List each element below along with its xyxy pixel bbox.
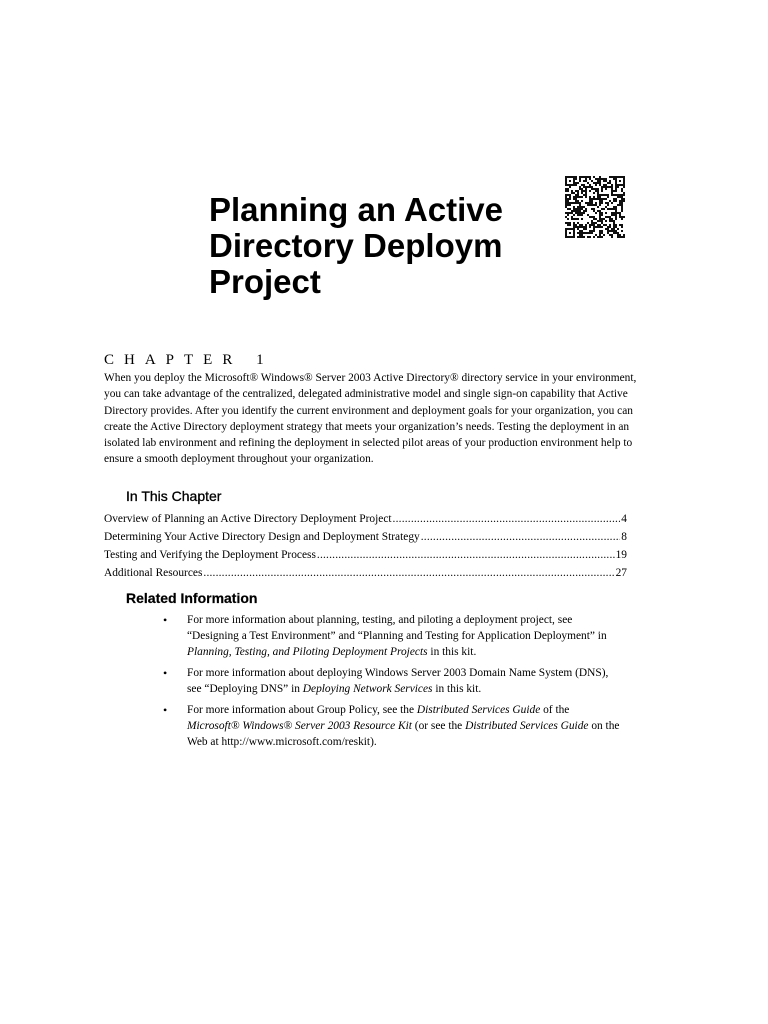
toc-entry-page: 27 bbox=[615, 567, 627, 579]
bullet-icon: • bbox=[163, 666, 168, 680]
toc-entry[interactable] bbox=[104, 564, 627, 582]
toc-entry-title: Testing and Verifying the Deployment Process bbox=[104, 549, 316, 561]
list-item bbox=[160, 612, 620, 660]
toc-leader bbox=[203, 564, 614, 582]
related-information-heading: Related Information bbox=[126, 590, 258, 606]
toc-entry[interactable] bbox=[104, 510, 627, 528]
book-title: Distributed Services Guide bbox=[416, 704, 541, 716]
table-of-contents bbox=[104, 510, 627, 582]
intro-paragraph: When you deploy the Microsoft® Windows® Server 2003 Active Directory® directory service in your environment, you can take advantage of the centralized, delegated administrative model and single sign-on capability that Active Directory provides. After you identify the current environment and deployment goals for your organization, you can create the Active Directory deployment strategy that meets your organization’s needs. Testing the deployment in an isolated lab environment and refining the deployment in selected pilot areas of your production environment help to ensure a smooth deployment throughout your organization. bbox=[104, 372, 637, 466]
book-title: Distributed Services Guide bbox=[465, 720, 589, 732]
book-title: Planning, Testing, and Piloting Deployment Projects bbox=[187, 646, 428, 658]
bullet-icon: • bbox=[163, 703, 168, 717]
list-item-text: of the bbox=[540, 704, 570, 716]
toc-entry-title: Additional Resources bbox=[104, 567, 203, 579]
list-item-text: For more information about planning, testing, and piloting a deployment project, see “Designing a Test Environment” and “Planning and Testing for Application Deployment” in bbox=[187, 614, 607, 642]
chapter-title bbox=[209, 192, 527, 300]
toc-leader bbox=[393, 510, 621, 528]
list-item-text: (or see the bbox=[411, 720, 466, 732]
list-item-text: on the Web at http://www.microsoft.com/reskit). bbox=[187, 720, 620, 748]
toc-entry-page: 4 bbox=[621, 513, 627, 525]
list-item bbox=[160, 665, 620, 697]
toc-leader bbox=[317, 546, 615, 564]
chapter-title-line: Project bbox=[209, 263, 321, 300]
chapter-title-line: Planning an Active bbox=[209, 192, 504, 228]
list-item-text: For more information about deploying Windows Server 2003 Domain Name System (DNS), see “Deploying DNS” in bbox=[187, 667, 609, 695]
list-item bbox=[160, 702, 620, 750]
toc-entry[interactable] bbox=[104, 546, 627, 564]
list-item-text: For more information about Group Policy, see the bbox=[187, 704, 417, 716]
toc-leader bbox=[421, 528, 621, 546]
qr-code-icon bbox=[565, 176, 625, 238]
toc-entry-page: 19 bbox=[615, 549, 627, 561]
chapter-title-line: Directory Deploym bbox=[209, 227, 503, 264]
book-title: Deploying Network Services bbox=[302, 683, 433, 695]
book-title: Microsoft® Windows® Server 2003 Resource Kit bbox=[187, 720, 412, 732]
in-this-chapter-heading: In This Chapter bbox=[126, 488, 222, 504]
bullet-icon: • bbox=[163, 613, 168, 627]
toc-entry-page: 8 bbox=[621, 531, 627, 543]
toc-entry-title: Overview of Planning an Active Directory Deployment Project bbox=[104, 513, 392, 525]
chapter-label: CHAPTER 1 bbox=[104, 352, 274, 368]
list-item-text: in this kit. bbox=[427, 646, 477, 658]
list-item-text: in this kit. bbox=[432, 683, 482, 695]
toc-entry-title: Determining Your Active Directory Design and Deployment Strategy bbox=[104, 531, 420, 543]
related-information-list bbox=[160, 612, 620, 755]
toc-entry[interactable] bbox=[104, 528, 627, 546]
